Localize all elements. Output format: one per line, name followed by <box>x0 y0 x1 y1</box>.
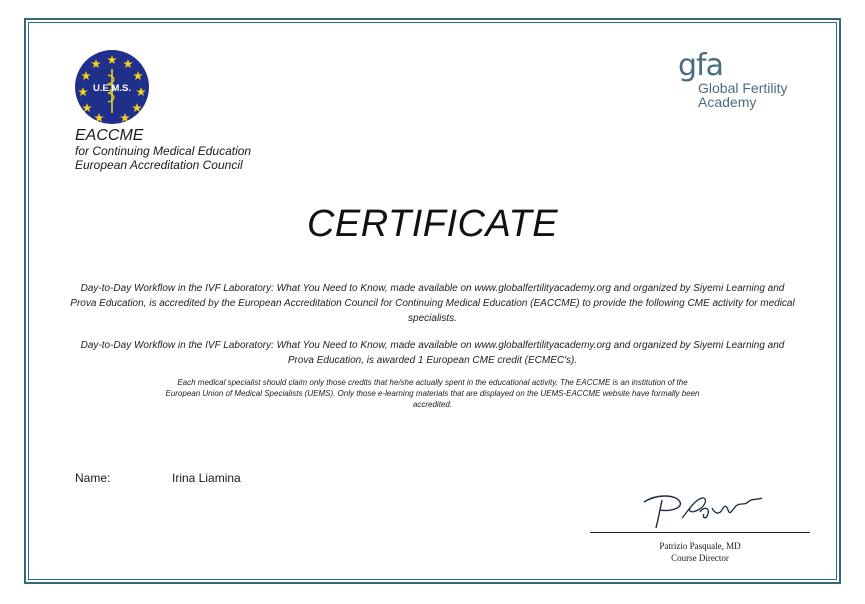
signature-line <box>590 532 810 533</box>
gfa-logo <box>676 49 816 113</box>
uems-logo <box>74 49 150 125</box>
gfa-name-line-2: Academy <box>698 94 757 110</box>
handwritten-signature <box>636 488 766 532</box>
accreditation-paragraph: Day-to-Day Workflow in the IVF Laboratory: What You Need to Know, made available on www.globalfertilityacademy.org and organized by Siyemi Learning and Prova Education, is accredited by the European Accreditation Council for Continuing Medical Education (EACCME) to provide the following CME activity for medical specialists. <box>70 283 795 324</box>
signer-block <box>590 540 810 564</box>
eaccme-title: EACCME <box>75 127 144 144</box>
recipient-name-value: Irina Liamina <box>172 471 241 485</box>
gfa-logo-name <box>698 81 787 109</box>
gfa-logo-mark <box>678 49 748 83</box>
gfa-logo-mark-text: gfa <box>678 49 723 83</box>
uems-logo-text: U.E.M.S. <box>92 83 132 94</box>
eaccme-line-1: for Continuing Medical Education <box>75 144 252 159</box>
credit-paragraph: Day-to-Day Workflow in the IVF Laboratory: What You Need to Know, made available on www.globalfertilityacademy.org and organized by Siyemi Learning and Prova Education, is awarded 1 European CME credit (ECMEC's). <box>80 340 785 366</box>
signer-role: Course Director <box>671 553 729 563</box>
gfa-name-line-1: Global Fertility <box>698 80 788 96</box>
fine-print-note: Each medical specialist should claim only those credits that he/she actually spent in the educational activity. The EACCME is an institution of the European Union of Medical Specialists (UEMS). Only those e-learning materials that are displayed on the UEMS-EACCME website have formally been accredited. <box>165 378 700 409</box>
certificate-title: CERTIFICATE <box>306 203 559 245</box>
eaccme-block <box>75 127 251 173</box>
recipient-name-label: Name: <box>75 471 111 485</box>
signer-name: Patrizio Pasquale, MD <box>659 541 741 551</box>
eaccme-line-2: European Accreditation Council <box>75 158 243 173</box>
